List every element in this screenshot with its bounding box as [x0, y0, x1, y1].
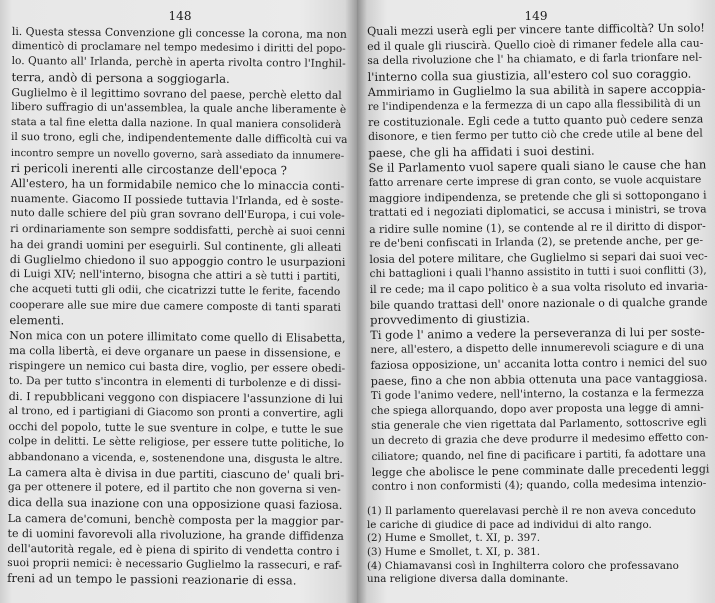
text-line: dica della sua inazione con una opposizione quasi faziosa. — [7, 495, 343, 513]
footnote-line: (4) Chiamavansi così in Inghilterra coloro che professavano — [367, 559, 679, 572]
text-line: bile quando trattasi dell' onore nazionale o di qualche grande — [369, 295, 708, 312]
text-line: l'interno colla sua giustizia, all'estero col suo coraggio. — [367, 66, 692, 84]
text-line: Non mica con un potere illimitato come quello di Elisabetta, — [9, 329, 346, 345]
text-line: al trono, ed i partigiani di Giacomo son pronti a convertire, agli — [8, 405, 344, 420]
text-line: elementi. — [9, 312, 65, 328]
right-page — [357, 0, 715, 603]
text-line: lo. Quanto all' Irlanda, perchè in aperta rivolta contro l'Inghil- — [11, 55, 346, 71]
footnotes — [367, 505, 705, 587]
text-line: terra, andò di persona a soggiogarla. — [11, 69, 230, 86]
text-line: ri ordinariamente son sempre soddisfatti, perchè ai suoi cenni — [10, 222, 346, 238]
text-line: nere, all'estero, a dispetto delle innumerevoli sciagure e di una — [370, 340, 705, 357]
left-page-number: 148 — [168, 9, 192, 23]
text-line: di. I repubblicani veggono con dispiacere l'assunzione di lui — [8, 389, 344, 406]
text-line: re l'indipendenza e la fermezza di un capo alla flessibilità di un — [367, 97, 701, 114]
text-line: nuto dalle schiere del più gran sovrano dell'Europa, i cui vole- — [10, 207, 345, 223]
text-line: un decreto di grazia che deve produrre il medesimo effetto con- — [371, 431, 709, 448]
text-line: stata a tal fine eletta dalla nazione. In qual maniera consoliderà — [11, 117, 342, 132]
text-line: libero suffragio di un'assemblea, la quale anche liberamente è — [11, 101, 347, 116]
text-line: freni ad un tempo le passioni reazionarie di essa. — [7, 571, 297, 588]
text-line: di Luigi XIV; nell'interno, bisogna che attiri a sè tutti i partiti, — [9, 268, 341, 284]
text-line: nuamente. Giacomo II possiede tuttavia l'Irlanda, ed è soste- — [10, 192, 344, 209]
text-line: Ammiriamo in Guglielmo la sua abilità in sapere accoppia- — [367, 81, 706, 99]
text-line: ri pericoli inerenti alle circostanze dell'epoca ? — [10, 160, 287, 178]
text-line: provvedimento di giustizia. — [370, 311, 530, 327]
text-line: re de'beni confiscati in Irlanda (2), se pretende anche, per ge- — [369, 234, 704, 250]
text-line: a ridire sulle nomine (1), se contende al re il diritto di dispor- — [369, 219, 706, 236]
text-line: cooperare alle sue mire due camere composte di tanti sparati — [9, 298, 342, 314]
text-line: il re cede; ma il capo politico è a sua volta risoluto ed invaria- — [369, 279, 708, 297]
right-page-body — [367, 20, 710, 495]
text-line: paese, che gli ha affidati i suoi destini. — [368, 143, 595, 160]
text-line: trattati ed i negoziati diplomatici, se accusa i ministri, se trova — [368, 203, 707, 220]
text-line: occhi del popolo, tutte le sue sventure in colpe, e tutte le sue — [8, 420, 344, 437]
text-line: Ti gode l' animo a vedere la perseveranza di lui per soste- — [370, 324, 705, 343]
text-line: rispingere un nemico cui basta dire, voglio, per essere obedi- — [8, 359, 346, 376]
text-line: colpe in delitti. Le sètte religiose, per essere tutte politiche, lo — [8, 435, 345, 451]
text-line: to. Da per tutto s'incontra in elementi di turbolenze e di dissi- — [8, 374, 342, 390]
text-line: La camera alta è divisa in due partiti, ciascuno de' quali bri- — [8, 465, 345, 482]
text-line: il suo trono, egli che, indipendentemente dalle difficoltà cui va — [10, 131, 348, 147]
text-line: losia del potere militare, che Guglielmo si separi dai suoi vec- — [369, 249, 708, 267]
text-line: ma colla libertà, ei deve organare un paese in dissensione, e — [9, 344, 341, 361]
text-line: dell'autorità regale, ed è piena di spirito di vendetta contro i — [7, 541, 340, 558]
text-line: contro i non conformisti (4); quando, colla medesima intenzio- — [371, 477, 707, 494]
text-line: re costituzionale. Egli cede a tutto quanto può cedere senza — [367, 112, 704, 130]
left-page-body — [7, 24, 348, 589]
footnote-line: (3) Hume e Smollet, t. XI, p. 381. — [367, 546, 541, 559]
right-page-number: 149 — [524, 9, 548, 23]
text-line: maggiore indipendenza, se pretende che gli si sottopongano i — [368, 188, 707, 206]
text-line: di Guglielmo chiedono il suo appoggio contro le usurpazioni — [9, 253, 346, 269]
text-line: abbandonano a vicenda, e, sostenendone una, disgusta le altre. — [8, 450, 343, 466]
text-line: All'estero, ha un formidabile nemico che lo minaccia conti- — [10, 177, 345, 193]
text-line: li. Questa stessa Convenzione gli concesse la corona, ma non — [11, 24, 347, 41]
footnote-line: una religione diversa dalla dominante. — [367, 573, 569, 586]
text-line: sa della rivoluzione che l' ha chiamato, e di farla trionfare nel- — [367, 51, 703, 68]
text-line: che spiega allorquando, dopo aver proposta una legge di amni- — [370, 401, 704, 418]
left-page — [0, 0, 357, 603]
text-line: ed il quale gli riuscirà. Quello cioè di rimaner fedele alla cau- — [367, 36, 704, 54]
text-line: ga per ottenere il potere, ed il partito che non governa si ven- — [7, 481, 341, 496]
text-line: Ti gode l'animo vedere, nell'interno, la costanza e la fermezza — [370, 386, 705, 402]
text-line: disonore, e tien fermo per tutto ciò che crede utile al bene del — [368, 127, 703, 144]
footnote-line: le cariche di giudice di pace ad individui di alto rango. — [367, 518, 652, 531]
footnote-line: (1) Il parlamento querelavasi perchè il re non aveva conceduto — [367, 505, 696, 518]
text-line: chi battaglioni i quali l'hanno assistito in tutti i suoi conflitti (3), — [369, 264, 707, 281]
text-line: suoi proprii nemici: è necessario Guglielmo la rassecuri, e raf- — [7, 557, 343, 573]
text-line: dimenticò di proclamare nel tempo medesimo i diritti del popo- — [11, 40, 346, 56]
text-line: Quali mezzi userà egli per vincere tante difficoltà? Un solo! — [367, 21, 705, 38]
text-line: ciliatore; quando, nel fine di pacificare i partiti, fa adottare una — [371, 447, 706, 463]
text-line: paese, fino a che non abbia ottenuta una pace vantaggiosa. — [370, 371, 708, 388]
text-line: La camera de'comuni, benchè composta per la maggior par- — [7, 511, 344, 528]
text-line: Se il Parlamento vuol sapere quali siano le cause che han — [368, 157, 707, 175]
text-line: incontro sempre un novello governo, sarà assediato da innumere- — [10, 147, 345, 162]
text-line: ha dei grandi uomini per eseguirli. Sul continente, gli alleati — [10, 237, 342, 254]
text-line: Guglielmo è il legittimo sovrano del paese, perchè eletto dal — [11, 85, 342, 102]
text-line: faziosa opposizione, un' accanita lotta contro i nemici del suo — [370, 355, 708, 373]
footnote-line: (2) Hume e Smollet, t. XI, p. 397. — [367, 532, 541, 545]
text-line: stia generale che vien rigettata dal Parlamento, sottoscrive egli — [371, 416, 707, 433]
text-line: te di uomini favorevoli alla rivoluzione, ha grande diffidenza — [7, 526, 344, 543]
text-line: legge che abolisce le pene comminate dalle precedenti leggi — [371, 462, 710, 479]
text-line: che acqueti tutti gli odii, che cicatrizzi tutte le ferite, facendo — [9, 283, 341, 299]
text-line: fatto arrenare certe imprese di gran conto, se vuole acquistare — [368, 173, 702, 190]
